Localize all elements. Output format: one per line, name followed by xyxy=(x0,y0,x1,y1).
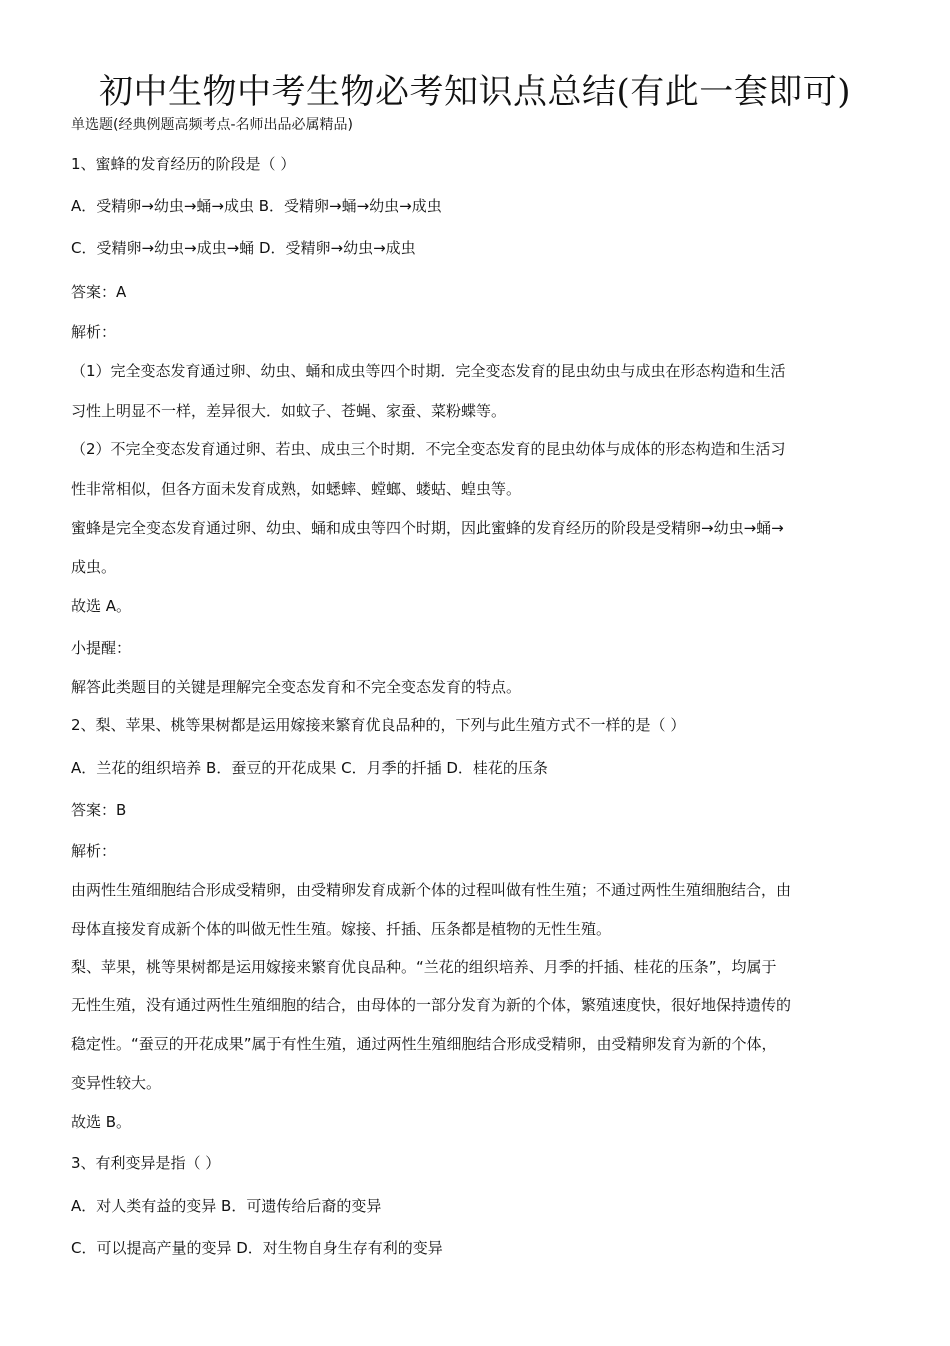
document-title: 初中生物中考生物必考知识点总结(有此一套即可) xyxy=(98,72,852,112)
question-2-analysis-line: 稳定性。“蚕豆的开花成果”属于有性生殖，通过两性生殖细胞结合形成受精卵，由受精卵发育为新的个体， xyxy=(71,1035,777,1053)
question-1-tip-label: 小提醒： xyxy=(71,639,132,657)
question-1-analysis-line: 蜜蜂是完全变态发育通过卵、幼虫、蛹和成虫等四个时期，因此蜜蜂的发育经历的阶段是受精卵→幼虫→蛹→ xyxy=(71,519,784,537)
question-1-answer: 答案：A xyxy=(71,283,127,301)
document-subtitle: 单选题(经典例题高频考点-名师出品必属精品) xyxy=(71,117,353,133)
question-1-analysis-line: 成虫。 xyxy=(71,558,117,576)
question-1-stem: 1、蜜蜂的发育经历的阶段是（ ） xyxy=(71,155,296,173)
question-1-options-ab: A．受精卵→幼虫→蛹→成虫 B．受精卵→蛹→幼虫→成虫 xyxy=(71,197,442,215)
question-3-options-cd: C．可以提高产量的变异 D．对生物自身生存有利的变异 xyxy=(71,1239,443,1257)
question-1-analysis-line: 习性上明显不一样，差异很大．如蚊子、苍蝇、家蚕、菜粉蝶等。 xyxy=(71,402,507,420)
question-1-analysis-line: 性非常相似，但各方面未发育成熟，如蟋蟀、螳螂、蝼蛄、蝗虫等。 xyxy=(71,480,522,498)
question-2-analysis-label: 解析： xyxy=(71,842,117,860)
question-1-selection: 故选 A。 xyxy=(71,597,132,615)
question-2-analysis-line: 由两性生殖细胞结合形成受精卵，由受精卵发育成新个体的过程叫做有性生殖；不通过两性生殖细胞结合，由 xyxy=(71,881,792,899)
question-2-analysis-line: 梨、苹果，桃等果树都是运用嫁接来繁育优良品种。“兰花的组织培养、月季的扦插、桂花的压条”，均属于 xyxy=(71,958,777,976)
question-2-selection: 故选 B。 xyxy=(71,1113,132,1131)
question-3-stem: 3、有利变异是指（ ） xyxy=(71,1154,221,1172)
question-1-tip-text: 解答此类题目的关键是理解完全变态发育和不完全变态发育的特点。 xyxy=(71,678,522,696)
question-3-options-ab: A．对人类有益的变异 B．可遗传给后裔的变异 xyxy=(71,1197,382,1215)
question-2-stem: 2、梨、苹果、桃等果树都是运用嫁接来繁育优良品种的，下列与此生殖方式不一样的是（ ） xyxy=(71,716,686,734)
question-2-analysis-line: 变异性较大。 xyxy=(71,1074,162,1092)
question-2-answer: 答案：B xyxy=(71,801,127,819)
question-1-analysis-label: 解析： xyxy=(71,323,117,341)
question-1-options-cd: C．受精卵→幼虫→成虫→蛹 D．受精卵→幼虫→成虫 xyxy=(71,239,416,257)
question-1-analysis-line: （1）完全变态发育通过卵、幼虫、蛹和成虫等四个时期．完全变态发育的昆虫幼虫与成虫在形态构造和生活 xyxy=(71,362,786,380)
question-2-options: A．兰花的组织培养 B．蚕豆的开花成果 C．月季的扦插 D．桂花的压条 xyxy=(71,759,548,777)
question-2-analysis-line: 无性生殖，没有通过两性生殖细胞的结合，由母体的一部分发育为新的个体，繁殖速度快，很好地保持遗传的 xyxy=(71,996,792,1014)
question-1-analysis-line: （2）不完全变态发育通过卵、若虫、成虫三个时期．不完全变态发育的昆虫幼体与成体的形态构造和生活习 xyxy=(71,440,786,458)
question-2-analysis-line: 母体直接发育成新个体的叫做无性生殖。嫁接、扦插、压条都是植物的无性生殖。 xyxy=(71,920,612,938)
